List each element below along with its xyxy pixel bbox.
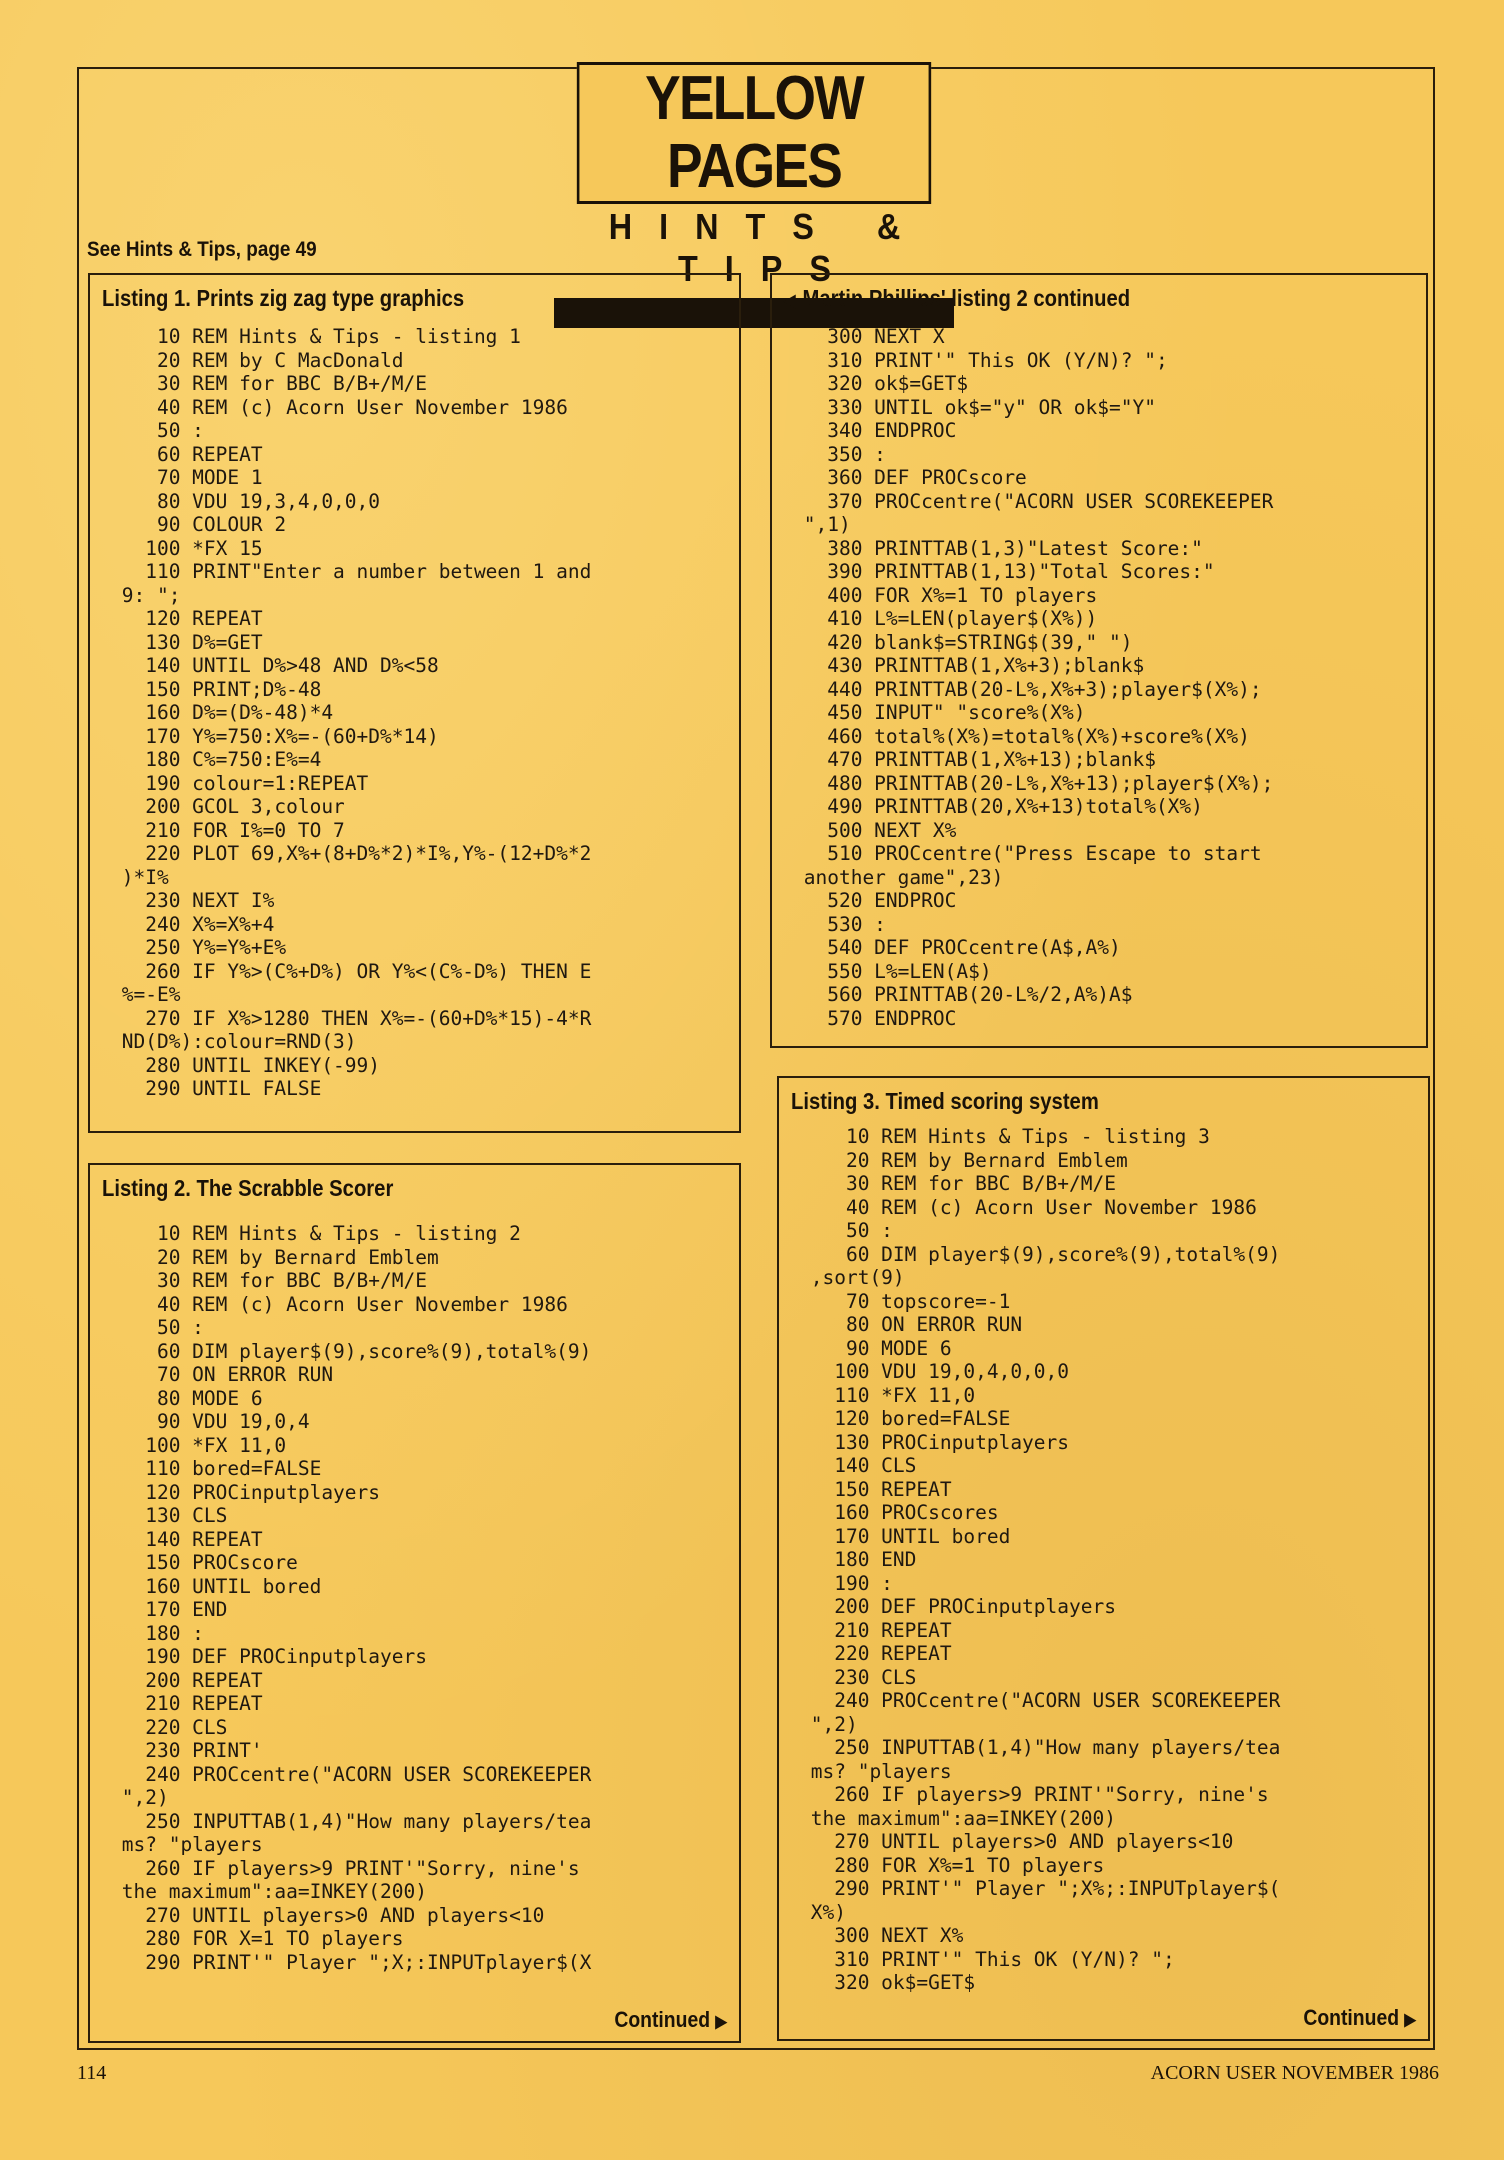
code-line: 150 PROCscore [110,1551,298,1574]
code-line: 170 Y%=750:X%=-(60+D%*14) [110,724,439,748]
code-line: 250 INPUTTAB(1,4)"How many players/tea [799,1736,1281,1759]
code-line: 90 COLOUR 2 [110,513,287,536]
listing-3-code [799,1125,1280,1995]
code-line: 330 UNTIL ok$="y" OR ok$="Y" [792,395,1156,419]
listing-2-continued-label: Martin Phillips' listing 2 continued [802,285,1131,311]
code-line: 290 PRINT'" Player ";X%;:INPUTplayer$( [799,1877,1281,1900]
code-line: 210 FOR I%=0 TO 7 [110,818,345,842]
code-line: 240 PROCcentre("ACORN USER SCOREKEEPER [799,1689,1281,1712]
code-line: 210 REPEAT [110,1692,263,1715]
code-line: 60 DIM player$(9),score%(9),total%(9) [799,1242,1281,1266]
code-line: 490 PRINTTAB(20,X%+13)total%(X%) [792,795,1203,818]
code-line: 120 REPEAT [110,607,263,630]
code-line: 280 UNTIL INKEY(-99) [110,1053,381,1077]
section-subtitle: HINTS & TIPS [608,206,928,289]
code-line: 420 blank$=STRING$(39," ") [792,630,1133,654]
code-line: 180 END [799,1548,917,1571]
code-line: 410 L%=LEN(player$(X%)) [792,607,1098,630]
listing-2-continued-box [770,273,1428,1048]
code-line: 140 CLS [799,1454,917,1477]
code-line: 100 *FX 11,0 [110,1433,287,1457]
code-line: 390 PRINTTAB(1,13)"Total Scores:" [792,560,1215,583]
code-line: 400 FOR X%=1 TO players [792,583,1098,607]
code-line: 130 D%=GET [110,630,263,654]
code-line: 70 ON ERROR RUN [110,1363,334,1386]
code-line: 180 : [110,1621,204,1645]
code-line: 570 ENDPROC [792,1006,957,1030]
code-line: ND(D%):colour=RND(3) [110,1030,357,1053]
code-line: 250 Y%=Y%+E% [110,936,287,959]
listing-3-title: Listing 3. Timed scoring system [791,1088,1099,1114]
code-line: 190 : [799,1571,893,1595]
code-line: 170 END [110,1598,228,1621]
code-line: ,sort(9) [799,1266,905,1289]
code-line: 30 REM for BBC B/B+/M/E [799,1172,1116,1195]
code-line: 110 *FX 11,0 [799,1383,976,1407]
code-line: 270 IF X%>1280 THEN X%=-(60+D%*15)-4*R [110,1006,592,1030]
code-line: 150 REPEAT [799,1477,952,1501]
code-line: 40 REM (c) Acorn User November 1986 [799,1195,1257,1219]
code-line: 140 UNTIL D%>48 AND D%<58 [110,654,439,677]
code-line: ",2) [110,1786,169,1809]
code-line: 230 CLS [799,1665,917,1689]
code-line: 130 CLS [110,1504,228,1527]
code-line: ms? "players [799,1759,952,1783]
code-line: 60 REPEAT [110,442,263,466]
code-line: 550 L%=LEN(A$) [792,959,992,983]
code-line: 340 ENDPROC [792,419,957,442]
code-line: 190 DEF PROCinputplayers [110,1645,427,1668]
code-line: ",2) [799,1712,858,1736]
code-line: 540 DEF PROCcentre(A$,A%) [792,936,1121,959]
code-line: 500 NEXT X% [792,818,957,842]
code-line: 160 D%=(D%-48)*4 [110,701,334,724]
code-line: 230 NEXT I% [110,889,275,912]
listing-2-continued-code [792,325,1273,1030]
code-line: 220 PLOT 69,X%+(8+D%*2)*I%,Y%-(12+D%*2 [110,842,592,865]
code-line: 260 IF players>9 PRINT'"Sorry, nine's [110,1856,580,1880]
code-line: 260 IF Y%>(C%+D%) OR Y%<(C%-D%) THEN E [110,959,592,983]
code-line: another game",23) [792,865,1004,889]
code-line: 10 REM Hints & Tips - listing 3 [799,1125,1210,1148]
masthead [548,62,960,289]
see-also-reference: See Hints & Tips, page 49 [87,238,317,261]
continued-link [1303,2005,1416,2031]
code-line: 120 PROCinputplayers [110,1480,381,1504]
code-line: 270 UNTIL players>0 AND players<10 [110,1903,545,1927]
code-line: 10 REM Hints & Tips - listing 1 [110,325,521,348]
code-line: 150 PRINT;D%-48 [110,677,322,701]
code-line: 470 PRINTTAB(1,X%+13);blank$ [792,748,1156,771]
code-line: 200 REPEAT [110,1668,263,1692]
code-line: 200 GCOL 3,colour [110,795,345,818]
code-line: 300 NEXT X% [799,1924,964,1947]
code-line: 10 REM Hints & Tips - listing 2 [110,1222,521,1245]
code-line: 450 INPUT" "score%(X%) [792,701,1086,724]
arrow-right-icon: ▶ [1404,2010,1416,2029]
code-line: 50 : [110,419,204,442]
code-line: 210 REPEAT [799,1618,952,1642]
continued-label: Continued [1303,2005,1400,2030]
code-line: 370 PROCcentre("ACORN USER SCOREKEEPER [792,489,1274,513]
code-line: 360 DEF PROCscore [792,466,1027,489]
code-line: 140 REPEAT [110,1527,263,1551]
code-line: 90 VDU 19,0,4 [110,1410,310,1433]
code-line: 9: "; [110,583,181,607]
publication-footer: ACORN USER NOVEMBER 1986 [1150,2062,1439,2084]
code-line: 110 bored=FALSE [110,1457,322,1480]
code-line: 170 UNTIL bored [799,1524,1011,1548]
code-line: X%) [799,1900,846,1924]
code-line: 80 VDU 19,3,4,0,0,0 [110,489,381,513]
code-line: 190 colour=1:REPEAT [110,771,369,795]
code-line: 70 MODE 1 [110,466,263,489]
code-line: 380 PRINTTAB(1,3)"Latest Score:" [792,536,1203,560]
code-line: 250 INPUTTAB(1,4)"How many players/tea [110,1809,592,1833]
code-line: 100 *FX 15 [110,536,263,560]
listing-1-code [110,325,591,1101]
code-line: ms? "players [110,1833,263,1856]
code-line: 240 PROCcentre("ACORN USER SCOREKEEPER [110,1762,592,1786]
code-line: 220 REPEAT [799,1642,952,1665]
code-line: 180 C%=750:E%=4 [110,748,322,771]
code-line: ",1) [792,513,851,536]
code-line: 240 X%=X%+4 [110,912,275,936]
code-line: 70 topscore=-1 [799,1289,1011,1313]
code-line: 220 CLS [110,1715,228,1739]
code-line: 40 REM (c) Acorn User November 1986 [110,1292,568,1316]
code-line: 280 FOR X=1 TO players [110,1927,404,1950]
code-line: 50 : [110,1316,204,1339]
code-line: 510 PROCcentre("Press Escape to start [792,842,1262,865]
code-line: 430 PRINTTAB(1,X%+3);blank$ [792,654,1145,677]
code-line: 80 ON ERROR RUN [799,1313,1023,1336]
listing-2-title: Listing 2. The Scrabble Scorer [102,1175,394,1201]
code-line: 160 UNTIL bored [110,1574,322,1598]
code-line: 100 VDU 19,0,4,0,0,0 [799,1360,1070,1383]
code-line: 60 DIM player$(9),score%(9),total%(9) [110,1339,592,1363]
listing-2-code [110,1222,591,1974]
listing-2-box [88,1163,741,2043]
page-number: 114 [77,2062,107,2084]
code-line: 230 PRINT' [110,1739,263,1762]
code-line: 80 MODE 6 [110,1386,263,1410]
code-line: 350 : [792,442,886,466]
continued-link [614,2007,727,2033]
code-line: 260 IF players>9 PRINT'"Sorry, nine's [799,1783,1269,1806]
code-line: 290 PRINT'" Player ";X;:INPUTplayer$(X [110,1950,592,1974]
code-line: 310 PRINT'" This OK (Y/N)? "; [792,348,1168,372]
code-line: %=-E% [110,983,181,1006]
arrow-left-icon: ◀ [784,291,796,310]
code-line: 90 MODE 6 [799,1336,952,1360]
arrow-right-icon: ▶ [715,2012,727,2031]
code-line: 560 PRINTTAB(20-L%/2,A%)A$ [792,983,1133,1006]
code-line: 50 : [799,1219,893,1242]
code-line: 320 ok$=GET$ [792,372,969,395]
code-line: 480 PRINTTAB(20-L%,X%+13);player$(X%); [792,771,1274,795]
code-line: 30 REM for BBC B/B+/M/E [110,1269,427,1292]
listing-3-box [777,1076,1430,2041]
code-line: 310 PRINT'" This OK (Y/N)? "; [799,1947,1175,1971]
code-line: 530 : [792,912,886,936]
code-line: 290 UNTIL FALSE [110,1077,322,1100]
code-line: 40 REM (c) Acorn User November 1986 [110,395,568,419]
continued-label: Continued [614,2007,711,2032]
section-title: YELLOW PAGES [577,62,931,204]
code-line: 300 NEXT X [792,325,945,348]
code-line: 20 REM by C MacDonald [110,348,404,372]
code-line: the maximum":aa=INKEY(200) [799,1806,1116,1830]
code-line: 460 total%(X%)=total%(X%)+score%(X%) [792,724,1250,748]
code-line: 280 FOR X%=1 TO players [799,1853,1105,1877]
code-line: 320 ok$=GET$ [799,1971,976,1994]
code-line: 270 UNTIL players>0 AND players<10 [799,1830,1234,1853]
listing-1-title: Listing 1. Prints zig zag type graphics [102,285,465,311]
code-line: the maximum":aa=INKEY(200) [110,1880,427,1903]
code-line: 520 ENDPROC [792,889,957,912]
listing-1-box [88,273,741,1133]
code-line: 110 PRINT"Enter a number between 1 and [110,560,592,583]
listing-2-continued-title [784,285,1130,312]
code-line: 120 bored=FALSE [799,1407,1011,1430]
code-line: 160 PROCscores [799,1501,999,1524]
code-line: 30 REM for BBC B/B+/M/E [110,372,427,395]
code-line: )*I% [110,865,169,889]
code-line: 20 REM by Bernard Emblem [799,1148,1128,1172]
code-line: 20 REM by Bernard Emblem [110,1245,439,1269]
code-line: 440 PRINTTAB(20-L%,X%+3);player$(X%); [792,677,1262,701]
code-line: 130 PROCinputplayers [799,1430,1070,1454]
code-line: 200 DEF PROCinputplayers [799,1595,1116,1618]
